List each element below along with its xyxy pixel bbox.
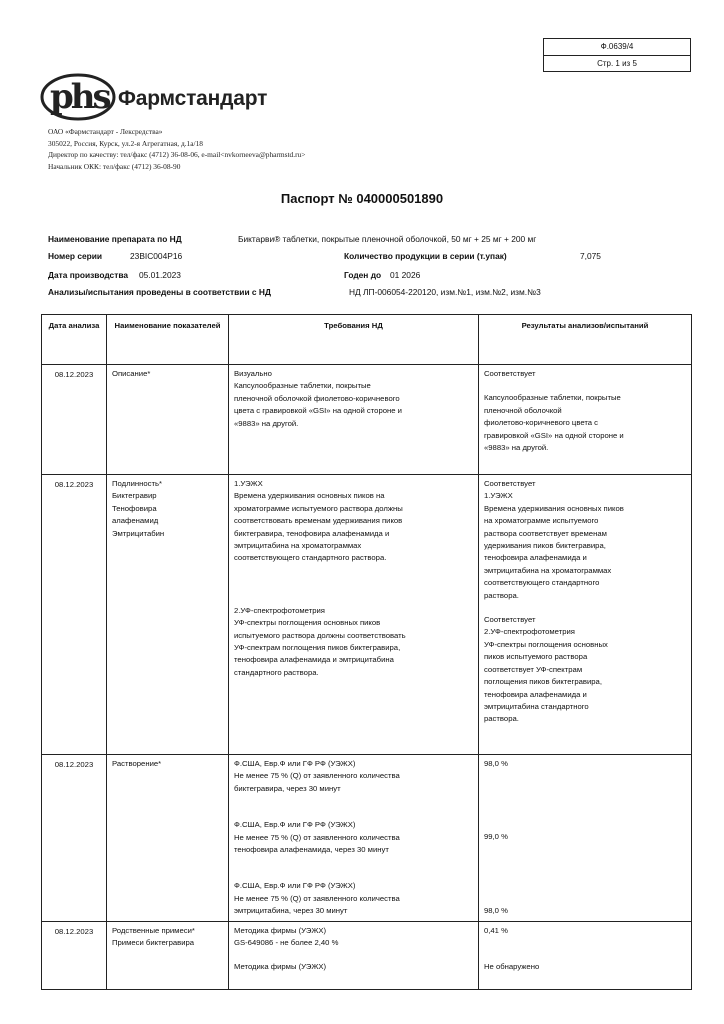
req-line: Не менее 75 % (Q) от заявленного количества bbox=[234, 893, 400, 903]
req-line: Ф.США, Евр.Ф или ГФ РФ (УЭЖХ) bbox=[234, 881, 356, 891]
res-line: эмтрицитабина на хроматограммах bbox=[484, 565, 612, 575]
org-address: 305022, Россия, Курск, ул.2-я Агрегатная, д.1а/18 bbox=[48, 138, 203, 148]
row-requirements bbox=[229, 475, 479, 755]
req-line: испытуемого раствора должны соответствовать bbox=[234, 630, 406, 640]
quantity-value: 7,075 bbox=[580, 251, 601, 261]
results-table bbox=[41, 314, 692, 990]
indicator-line: Примеси биктегравира bbox=[112, 938, 195, 948]
req-line: Не менее 75 % (Q) от заявленного количества bbox=[234, 832, 400, 842]
req-line: цвета с гравировкой «GSI» на одной стороне и bbox=[234, 406, 402, 416]
form-code-box bbox=[543, 38, 691, 72]
page-indicator: Стр. 1 из 5 bbox=[544, 55, 690, 71]
req-line: тенофовира алафенамида и эмтрицитабина bbox=[234, 655, 394, 665]
production-date-value: 05.01.2023 bbox=[139, 270, 181, 280]
series-label: Номер серии bbox=[48, 251, 103, 261]
production-date-label: Дата производства bbox=[48, 270, 129, 280]
row-requirements bbox=[229, 365, 479, 475]
req-line: 2.УФ-спектрофотометрия bbox=[234, 605, 325, 615]
header-results: Результаты анализов/испытаний bbox=[479, 315, 692, 365]
row-indicator bbox=[107, 365, 229, 475]
res-line: фиолетово-коричневого цвета с bbox=[484, 418, 599, 428]
res-line: Соответствует bbox=[484, 615, 536, 625]
res-line: раствора соответствует временам bbox=[484, 528, 607, 538]
table-row bbox=[42, 755, 692, 922]
header-date: Дата анализа bbox=[42, 315, 107, 365]
row-requirements bbox=[229, 921, 479, 989]
req-line: 1.УЭЖХ bbox=[234, 479, 263, 488]
row-indicator bbox=[107, 921, 229, 989]
req-line: эмтрицитабина, через 30 минут bbox=[234, 906, 348, 916]
req-line: соответствующего стандартного раствора. bbox=[234, 553, 387, 563]
req-line: стандартного раствора. bbox=[234, 667, 319, 677]
indicator-line: Растворение* bbox=[112, 759, 162, 768]
req-line: пленочной оболочкой фиолетово-коричневого bbox=[234, 393, 400, 403]
res-line: пиков испытуемого раствора bbox=[484, 652, 588, 662]
res-line: тенофовира алафенамида и bbox=[484, 689, 587, 699]
req-line: УФ-спектрам поглощения пиков биктегравира, bbox=[234, 643, 401, 653]
company-name: Фармстандарт bbox=[118, 87, 268, 110]
organization-info bbox=[48, 126, 305, 172]
indicator-line: Тенофовира bbox=[112, 503, 157, 513]
res-value: 98,0 % bbox=[484, 905, 508, 915]
phs-logo-icon bbox=[40, 70, 120, 122]
table-row bbox=[42, 921, 692, 989]
req-line: эмтрицитабина на хроматограммах bbox=[234, 541, 362, 551]
drug-value: Биктарви® таблетки, покрытые пленочной оболочкой, 50 мг + 25 мг + 200 мг bbox=[238, 234, 537, 244]
row-date: 08.12.2023 bbox=[42, 365, 107, 475]
expiry-value: 01 2026 bbox=[390, 270, 421, 280]
req-line: биктегравира, тенофовира алафенамида и bbox=[234, 528, 390, 538]
res-value: 98,0 % bbox=[484, 759, 508, 768]
req-line: соответствовать временам удерживания пиков bbox=[234, 516, 403, 526]
res-line: 2.УФ-спектрофотометрия bbox=[484, 627, 575, 637]
header-requirements: Требования НД bbox=[229, 315, 479, 365]
svg-text:phs: phs bbox=[50, 77, 109, 117]
table-header-row bbox=[42, 315, 692, 365]
row-requirements bbox=[229, 755, 479, 922]
indicator-line: Биктегравир bbox=[112, 491, 157, 501]
page-title: Паспорт № 040000501890 bbox=[280, 191, 444, 206]
res-line: соответствует УФ-спектрам bbox=[484, 664, 583, 674]
expiry-label: Годен до bbox=[344, 270, 382, 280]
org-quality-director: Директор по качеству: тел/факс (4712) 36-08-06, e-mail<nvkorneeva@pharmstd.ru> bbox=[48, 150, 306, 159]
nd-value: НД ЛП-006054-220120, изм.№1, изм.№2, изм.№3 bbox=[349, 287, 541, 297]
res-line: тенофовира алафенамида и bbox=[484, 553, 587, 563]
row-date: 08.12.2023 bbox=[42, 921, 107, 989]
res-line: гравировкой «GSI» на одной стороне и bbox=[484, 430, 624, 440]
row-results bbox=[479, 921, 692, 989]
res-line: УФ-спектры поглощения основных bbox=[484, 639, 608, 649]
res-line: соответствующего стандартного bbox=[484, 578, 600, 588]
indicator-line: Эмтрицитабин bbox=[112, 528, 165, 538]
res-line: Капсулообразные таблетки, покрытые bbox=[484, 393, 621, 403]
req-line: хроматограмме испытуемого раствора должны bbox=[234, 503, 403, 513]
row-indicator bbox=[107, 475, 229, 755]
res-line: Времена удерживания основных пиков bbox=[484, 503, 624, 513]
series-value: 23BIC004P16 bbox=[130, 251, 183, 261]
res-line: Соответствует bbox=[484, 369, 536, 378]
res-line: пленочной оболочкой bbox=[484, 405, 562, 415]
company-logo bbox=[40, 70, 268, 122]
org-name: ОАО «Фармстандарт - Лексредства» bbox=[48, 127, 163, 136]
res-line: удерживания пиков биктегравира, bbox=[484, 541, 606, 551]
row-results bbox=[479, 475, 692, 755]
req-line: Капсулообразные таблетки, покрытые bbox=[234, 381, 371, 391]
row-results bbox=[479, 755, 692, 922]
org-qc-head: Начальник ОКК: тел/факс (4712) 36-08-90 bbox=[48, 161, 181, 171]
res-line: «9883» на другой. bbox=[484, 443, 549, 453]
table-row bbox=[42, 475, 692, 755]
req-line: Не менее 75 % (Q) от заявленного количества bbox=[234, 771, 400, 781]
res-line: раствора. bbox=[484, 714, 519, 724]
table-row bbox=[42, 365, 692, 475]
indicator-line: Родственные примеси* bbox=[112, 925, 195, 935]
header-indicator: Наименование показателей bbox=[107, 315, 229, 365]
req-line: тенофовира алафенамида, через 30 минут bbox=[234, 845, 389, 855]
indicator-line: алафенамид bbox=[112, 516, 159, 526]
res-line: на хроматограмме испытуемого bbox=[484, 516, 599, 526]
form-code: Ф.0639/4 bbox=[600, 42, 634, 51]
indicator-line: Описание* bbox=[112, 369, 151, 378]
res-line: поглощения пиков биктегравира, bbox=[484, 677, 602, 687]
req-line: Методика фирмы (УЭЖХ) bbox=[234, 925, 327, 935]
req-line: Методика фирмы (УЭЖХ) bbox=[234, 962, 327, 972]
drug-label: Наименование препарата по НД bbox=[48, 234, 182, 244]
row-results bbox=[479, 365, 692, 475]
req-line: УФ-спектры поглощения основных пиков bbox=[234, 618, 381, 628]
res-value: 0,41 % bbox=[484, 925, 508, 935]
req-line: биктегравира, через 30 минут bbox=[234, 783, 341, 793]
nd-label: Анализы/испытания проведены в соответствии с НД bbox=[48, 287, 271, 297]
row-date: 08.12.2023 bbox=[42, 475, 107, 755]
req-line: Времена удерживания основных пиков на bbox=[234, 491, 385, 501]
row-date: 08.12.2023 bbox=[42, 755, 107, 922]
quantity-label: Количество продукции в серии (т.упак) bbox=[344, 251, 507, 261]
row-indicator bbox=[107, 755, 229, 922]
req-line: Ф.США, Евр.Ф или ГФ РФ (УЭЖХ) bbox=[234, 759, 356, 768]
req-line: «9883» на другой. bbox=[234, 418, 299, 428]
res-line: Соответствует bbox=[484, 479, 536, 488]
req-line: Визуально bbox=[234, 369, 272, 378]
req-line: Ф.США, Евр.Ф или ГФ РФ (УЭЖХ) bbox=[234, 820, 356, 830]
indicator-line: Подлинность* bbox=[112, 479, 163, 488]
res-line: раствора. bbox=[484, 590, 519, 600]
res-line: эмтрицитабина стандартного bbox=[484, 701, 589, 711]
req-line: GS-649086 - не более 2,40 % bbox=[234, 938, 339, 948]
res-line: 1.УЭЖХ bbox=[484, 491, 513, 501]
res-value: 99,0 % bbox=[484, 832, 508, 842]
res-value: Не обнаружено bbox=[484, 962, 540, 972]
